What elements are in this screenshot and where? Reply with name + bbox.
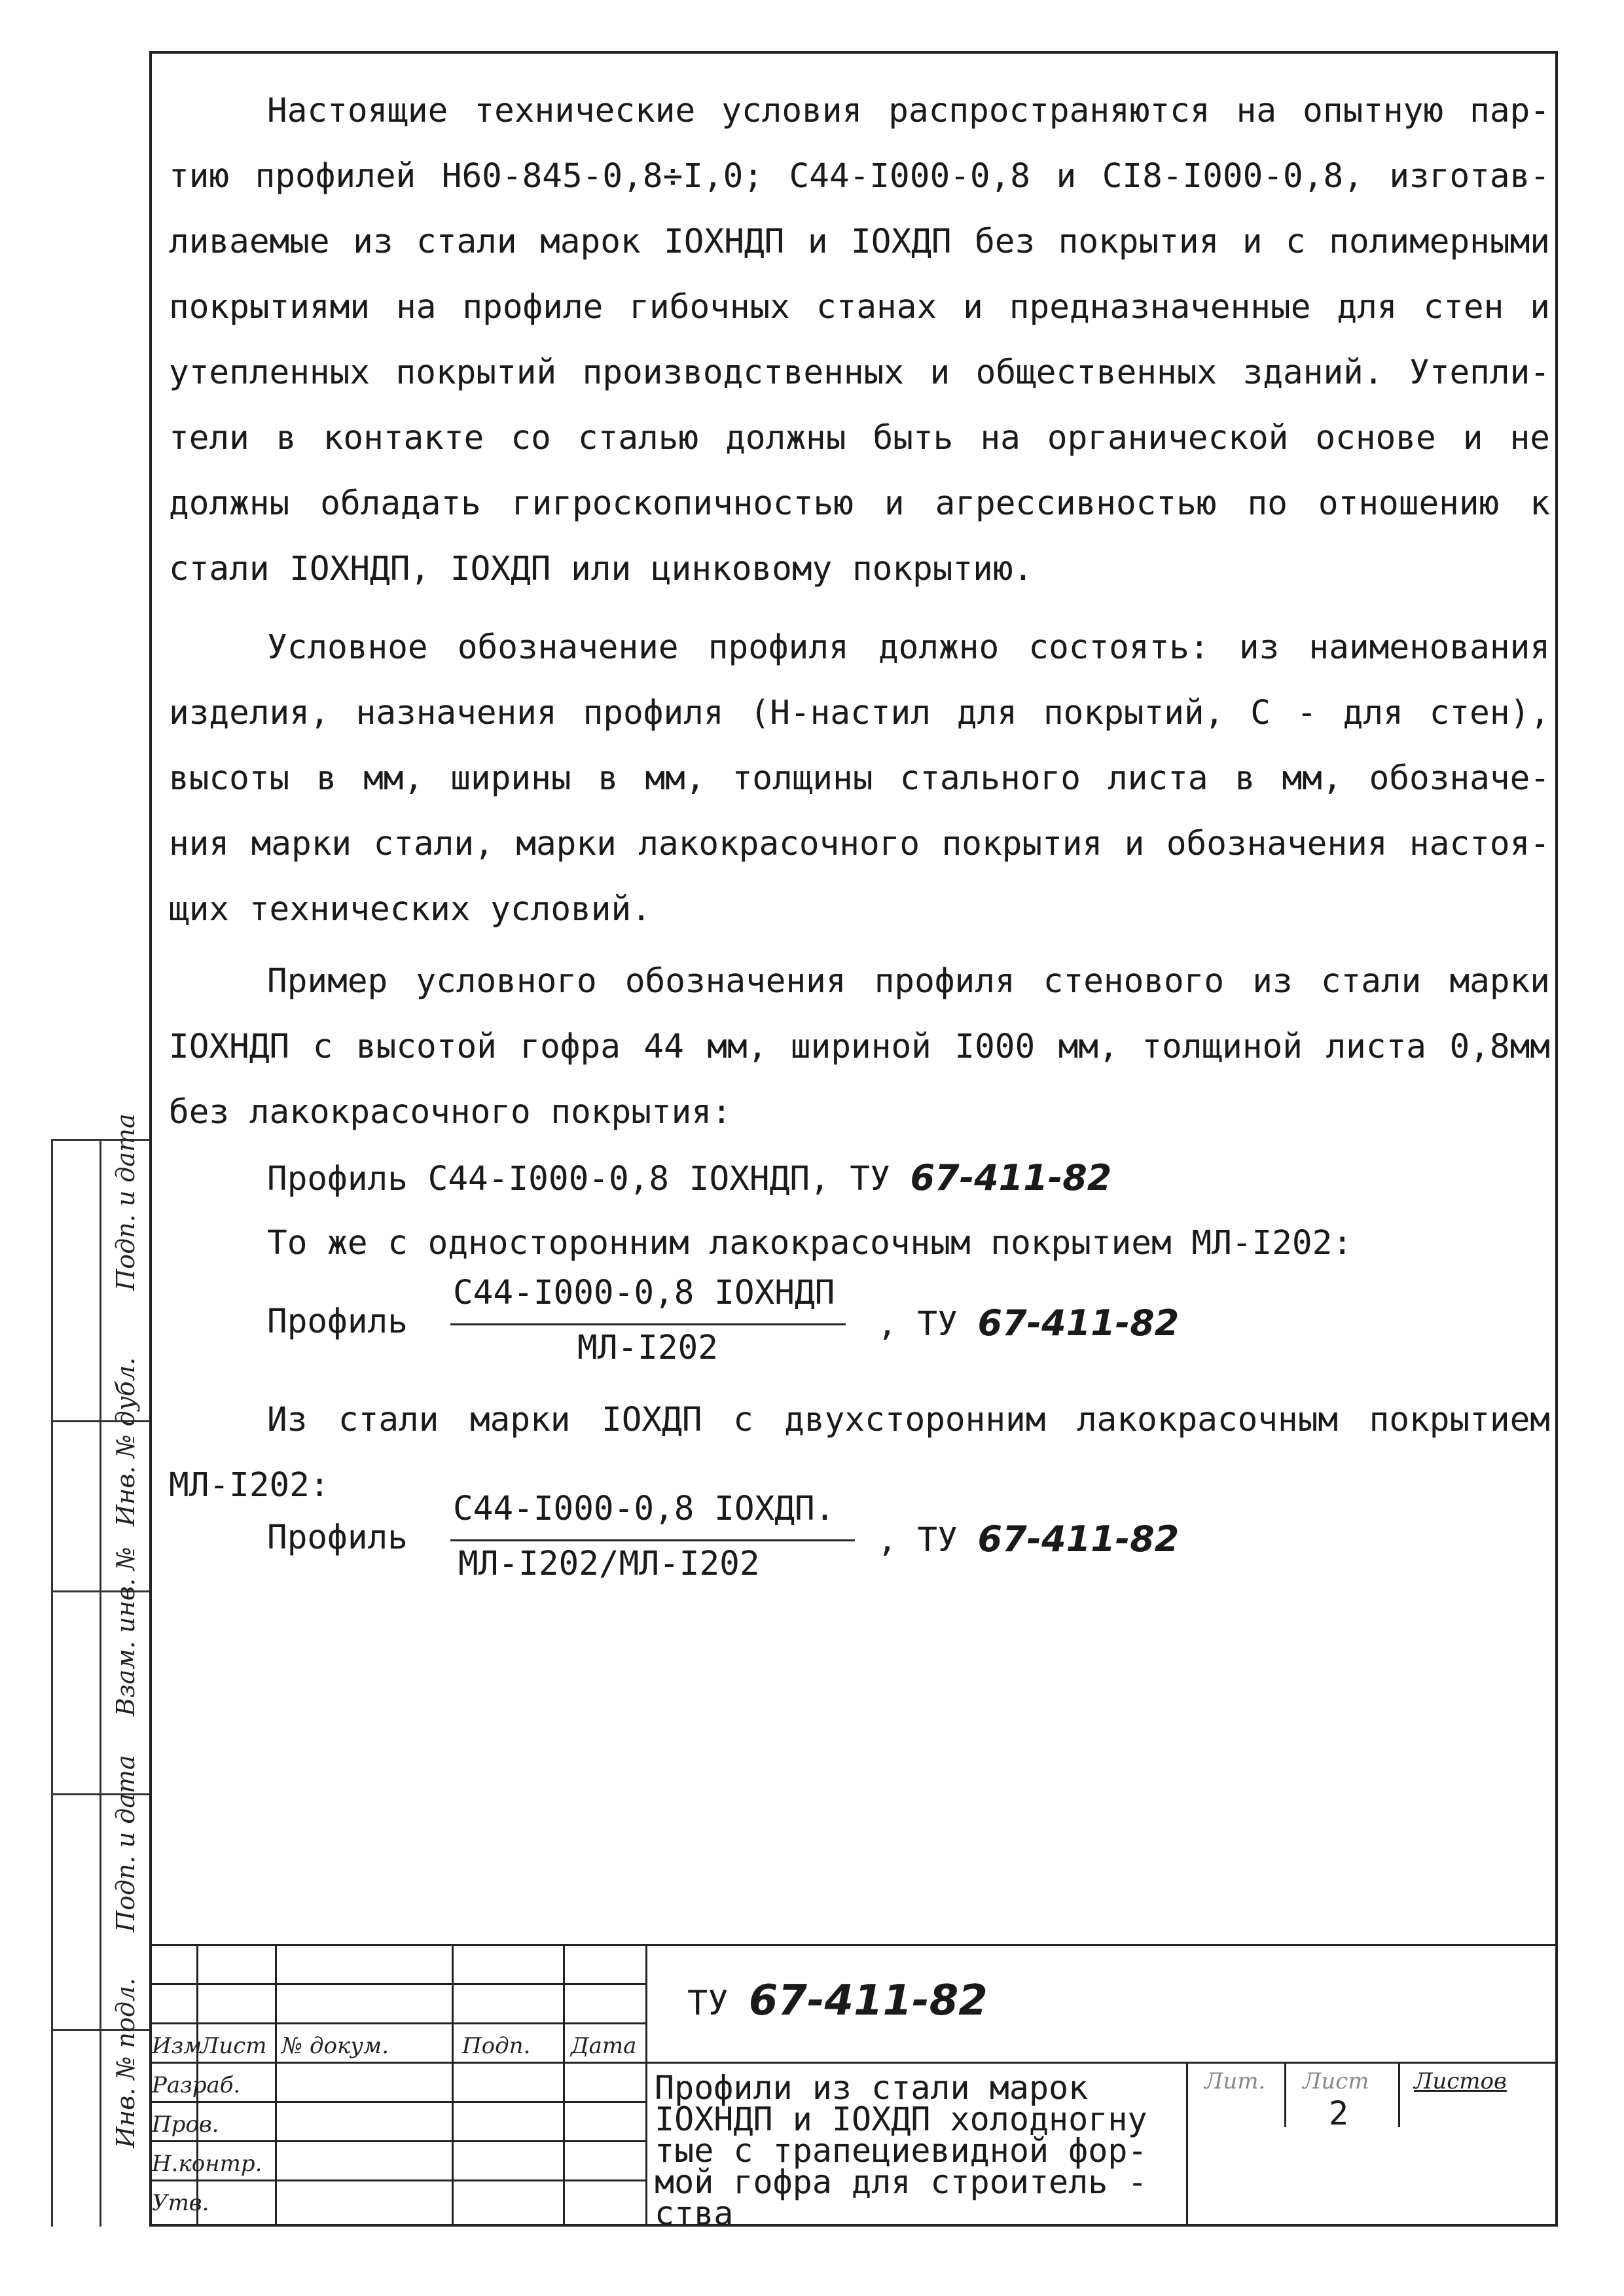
text-line: изделия, назначения профиля (Н-настил для покрытий, С - для стен), — [169, 694, 1550, 732]
fraction-line — [450, 1323, 846, 1325]
doc-prefix: ТУ — [687, 1984, 749, 2023]
tu-number: 67-411-82 — [977, 1302, 1180, 1344]
tu-number: 67-411-82 — [910, 1157, 1112, 1198]
side-label: Взам. инв. № — [111, 1547, 140, 1716]
example-1-text: Профиль С44-I000-0,8 IОХНДП, ТУ — [267, 1160, 911, 1198]
text-line: щих технических условий. — [169, 890, 651, 929]
example-2-prefix: Профиль — [267, 1302, 408, 1341]
tu-prefix: , ТУ — [877, 1305, 978, 1344]
side-border — [51, 1139, 53, 2227]
row-label: Н.контр. — [152, 2151, 262, 2177]
col-header: Лист — [200, 2033, 267, 2059]
text-line: тели в контакте со сталью должны быть на органической основе и не — [169, 419, 1550, 457]
text-line: без лакокрасочного покрытия: — [169, 1093, 732, 1132]
lit-label: Лит. — [1204, 2068, 1266, 2094]
text-line: Настоящие технические условия распространяются на опытную пар- — [267, 92, 1550, 130]
side-label: Подп. и дата — [111, 1113, 140, 1291]
side-label: Инв. № дубл. — [111, 1357, 140, 1526]
text-line: стали IОХНДП, IОХДП или цинковому покрытию. — [169, 550, 1034, 588]
col-header: Дата — [571, 2033, 637, 2059]
text-line: должны обладать гигроскопичностью и агрессивностью по отношению к — [169, 484, 1550, 523]
text-line: Пример условного обозначения профиля стенового из стали марки — [267, 962, 1550, 1001]
doc-number: 67-411-82 — [748, 1977, 988, 2025]
text-line: ливаемые из стали марок IОХНДП и IОХДП без покрытия и с полимерными — [169, 223, 1550, 261]
text-line: Условное обозначение профиля должно состоять: из наименования — [267, 628, 1550, 667]
row-label: Разраб. — [152, 2072, 241, 2098]
example-3-numerator: С44-I000-0,8 IОХДП. — [453, 1490, 835, 1528]
example-3-prefix: Профиль — [267, 1518, 408, 1557]
text-line: тию профилей Н60-845-0,8÷I,0; С44-I000-0,8 и СI8-I000-0,8, изготав- — [169, 157, 1550, 196]
text-line: покрытиями на профиле гибочных станах и предназначенные для стен и — [169, 288, 1550, 327]
text-line: Из стали марки IОХДП с двухсторонним лакокрасочным покрытием — [267, 1401, 1550, 1439]
text-line: IОХНДП с высотой гофра 44 мм, шириной I000 мм, толщиной листа 0,8мм — [169, 1028, 1550, 1066]
example-2-denominator: МЛ-I202 — [577, 1329, 718, 1367]
side-border — [99, 1139, 101, 2227]
tu-number: 67-411-82 — [977, 1518, 1180, 1560]
col-header: Подп. — [462, 2033, 531, 2059]
side-strip — [51, 1113, 149, 2227]
title-line: тые с трапециевидной фор- — [655, 2132, 1147, 2170]
col-header: № докум. — [281, 2033, 389, 2059]
example-2-intro: То же с односторонним лакокрасочным покрытием МЛ-I202: — [267, 1224, 1353, 1263]
text-line: высоты в мм, ширины в мм, толщины стального листа в мм, обозначе- — [169, 759, 1550, 798]
example-2-numerator: С44-I000-0,8 IОХНДП — [453, 1274, 835, 1312]
side-label: Подп. и дата — [111, 1755, 140, 1932]
row-label: Утв. — [152, 2190, 209, 2216]
sheets-label: Листов — [1414, 2068, 1507, 2094]
text-line: утепленных покрытий производственных и общественных зданий. Утепли- — [169, 353, 1550, 392]
col-header: Изм — [152, 2033, 202, 2059]
tu-prefix: , ТУ — [877, 1521, 978, 1560]
row-label: Пров. — [152, 2111, 219, 2138]
text-line: МЛ-I202: — [169, 1466, 330, 1505]
sheet-number: 2 — [1329, 2094, 1349, 2132]
title-line: ства — [655, 2195, 734, 2233]
side-label: Инв. № подл. — [111, 1977, 140, 2148]
fraction-line — [450, 1539, 855, 1541]
title-line: IОХНДП и IОХДП холодногну — [655, 2100, 1147, 2138]
example-3-denominator: МЛ-I202/МЛ-I202 — [458, 1545, 760, 1583]
sheet-label: Лист — [1303, 2068, 1369, 2094]
text-line: ния марки стали, марки лакокрасочного покрытия и обозначения настоя- — [169, 825, 1550, 863]
title-line: Профили из стали марок — [655, 2069, 1089, 2107]
title-line: мой гофра для строитель - — [655, 2163, 1147, 2201]
